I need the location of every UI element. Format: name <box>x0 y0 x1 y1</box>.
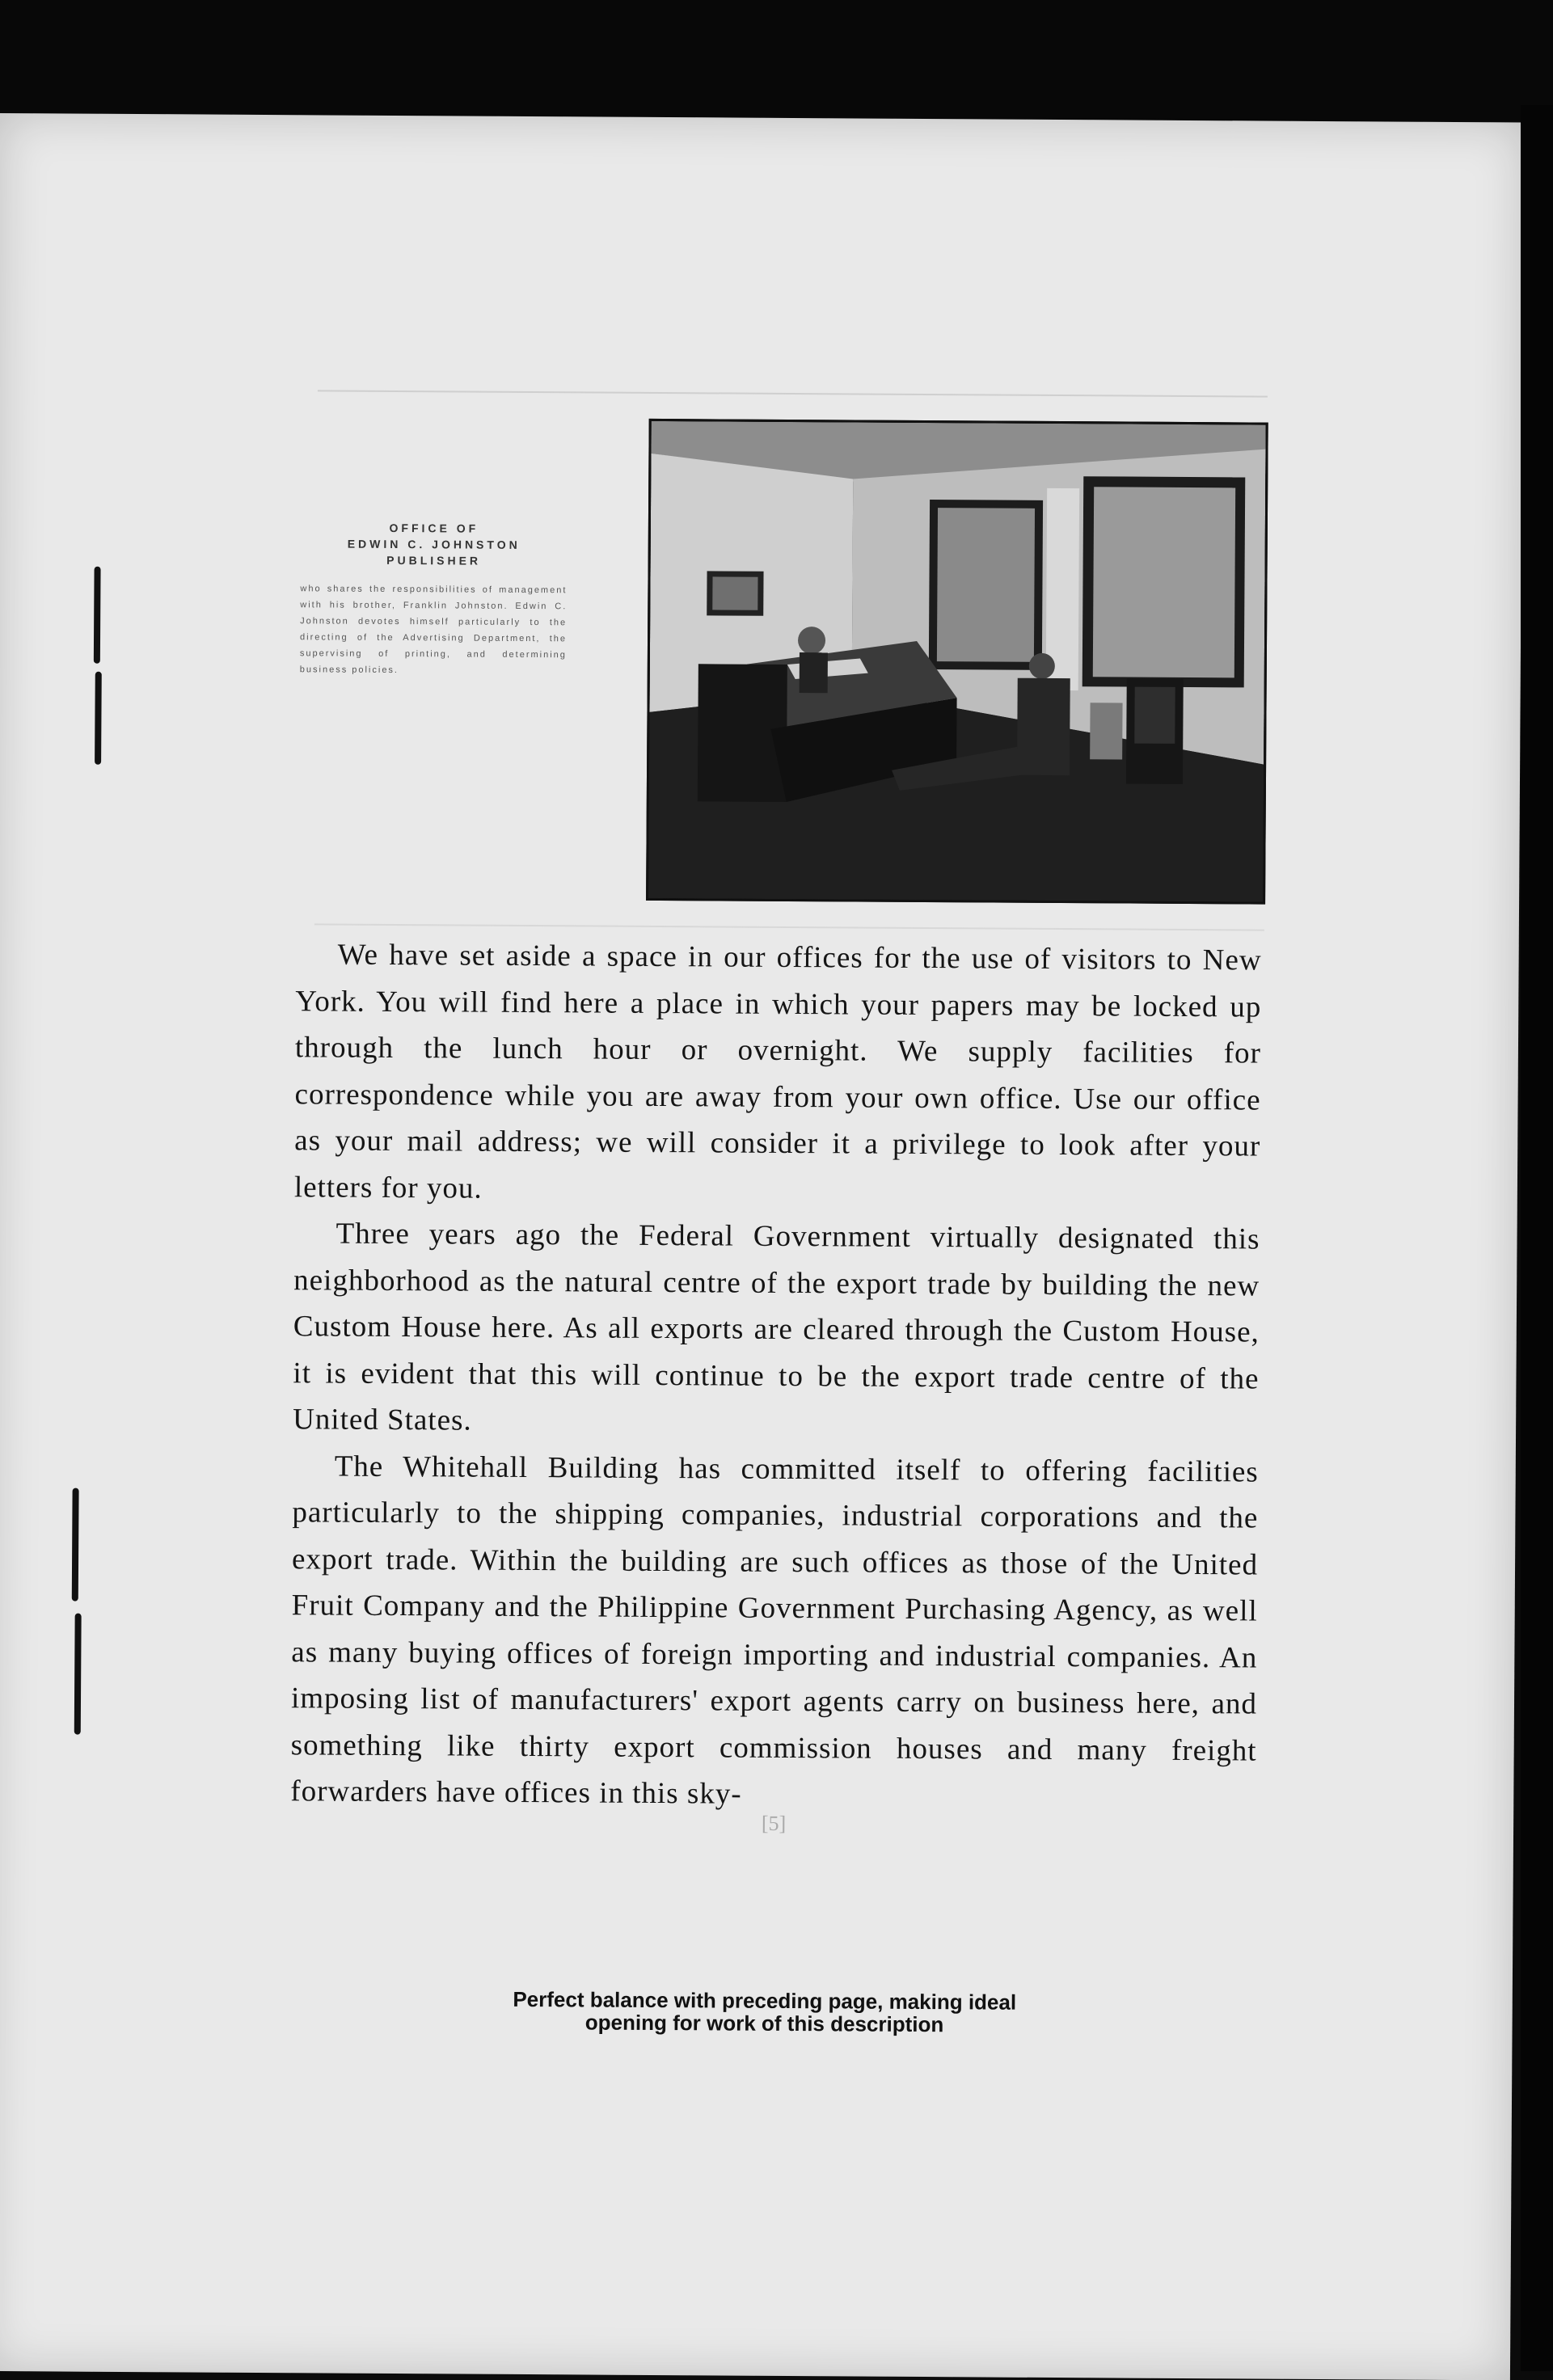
caption-heading-line: OFFICE OF <box>389 521 479 535</box>
page-number: [5] <box>761 1811 787 1835</box>
binding-mark-upper-lower <box>95 672 102 765</box>
binding-mark-lower <box>72 1488 79 1601</box>
body-paragraph: The Whitehall Building has committed itself to offering facilities particularly to the shipping companies, industrial corporations and the export trade. Within the building are such offices as those of the United Fruit Company and the Philippine Government Purchasing Agency, as well as many buying offices of foreign importing and industrial companies. An imposing list of manufacturers' export agents carry on business here, and something like thirty export commission houses and many freight forwarders have offices in this sky- <box>290 1450 1259 1811</box>
binding-mark-upper <box>94 567 101 664</box>
layout-note: Perfect balance with preceding page, making ideal opening for work of this description <box>513 1986 1017 2037</box>
binding-mark-lower-bottom <box>74 1614 82 1735</box>
body-paragraph: Three years ago the Federal Government virtually designated this neighborhood as the natural centre of the export trade by building the new Custom House here. As all exports are cleared through the Custom House, it is evident that this will continue to be the export trade centre of the United States. <box>293 1217 1260 1437</box>
office-photo <box>646 419 1268 905</box>
scan-top-margin <box>0 0 1553 121</box>
caption-body: who shares the responsibilities of management with his brother, Franklin Johnston. Edwin C. Johnston devotes himself particularly to the directing of the Advertising Department, the supervising of printing, and determining business policies. <box>299 584 568 676</box>
body-paragraph: We have set aside a space in our offices for the use of visitors to New York. You will find here a place in which your papers may be locked up through the lunch hour or overnight. We supply facilities for correspondence while you are away from your own office. Use our office as your mail address; we will consider it a privilege to look after your letters for you. <box>293 938 1262 1205</box>
caption-heading-line: PUBLISHER <box>386 553 482 568</box>
body-text <box>290 931 1262 1821</box>
photo-bottom-rule <box>314 923 1264 930</box>
scan-right-edge <box>1521 105 1553 2371</box>
caption-heading <box>301 519 568 569</box>
caption-heading-line: EDWIN C. JOHNSTON <box>347 537 521 551</box>
top-rule <box>318 390 1268 397</box>
photo-caption <box>300 519 568 679</box>
document-page <box>0 113 1524 2380</box>
office-photo-illustration <box>648 421 1266 902</box>
